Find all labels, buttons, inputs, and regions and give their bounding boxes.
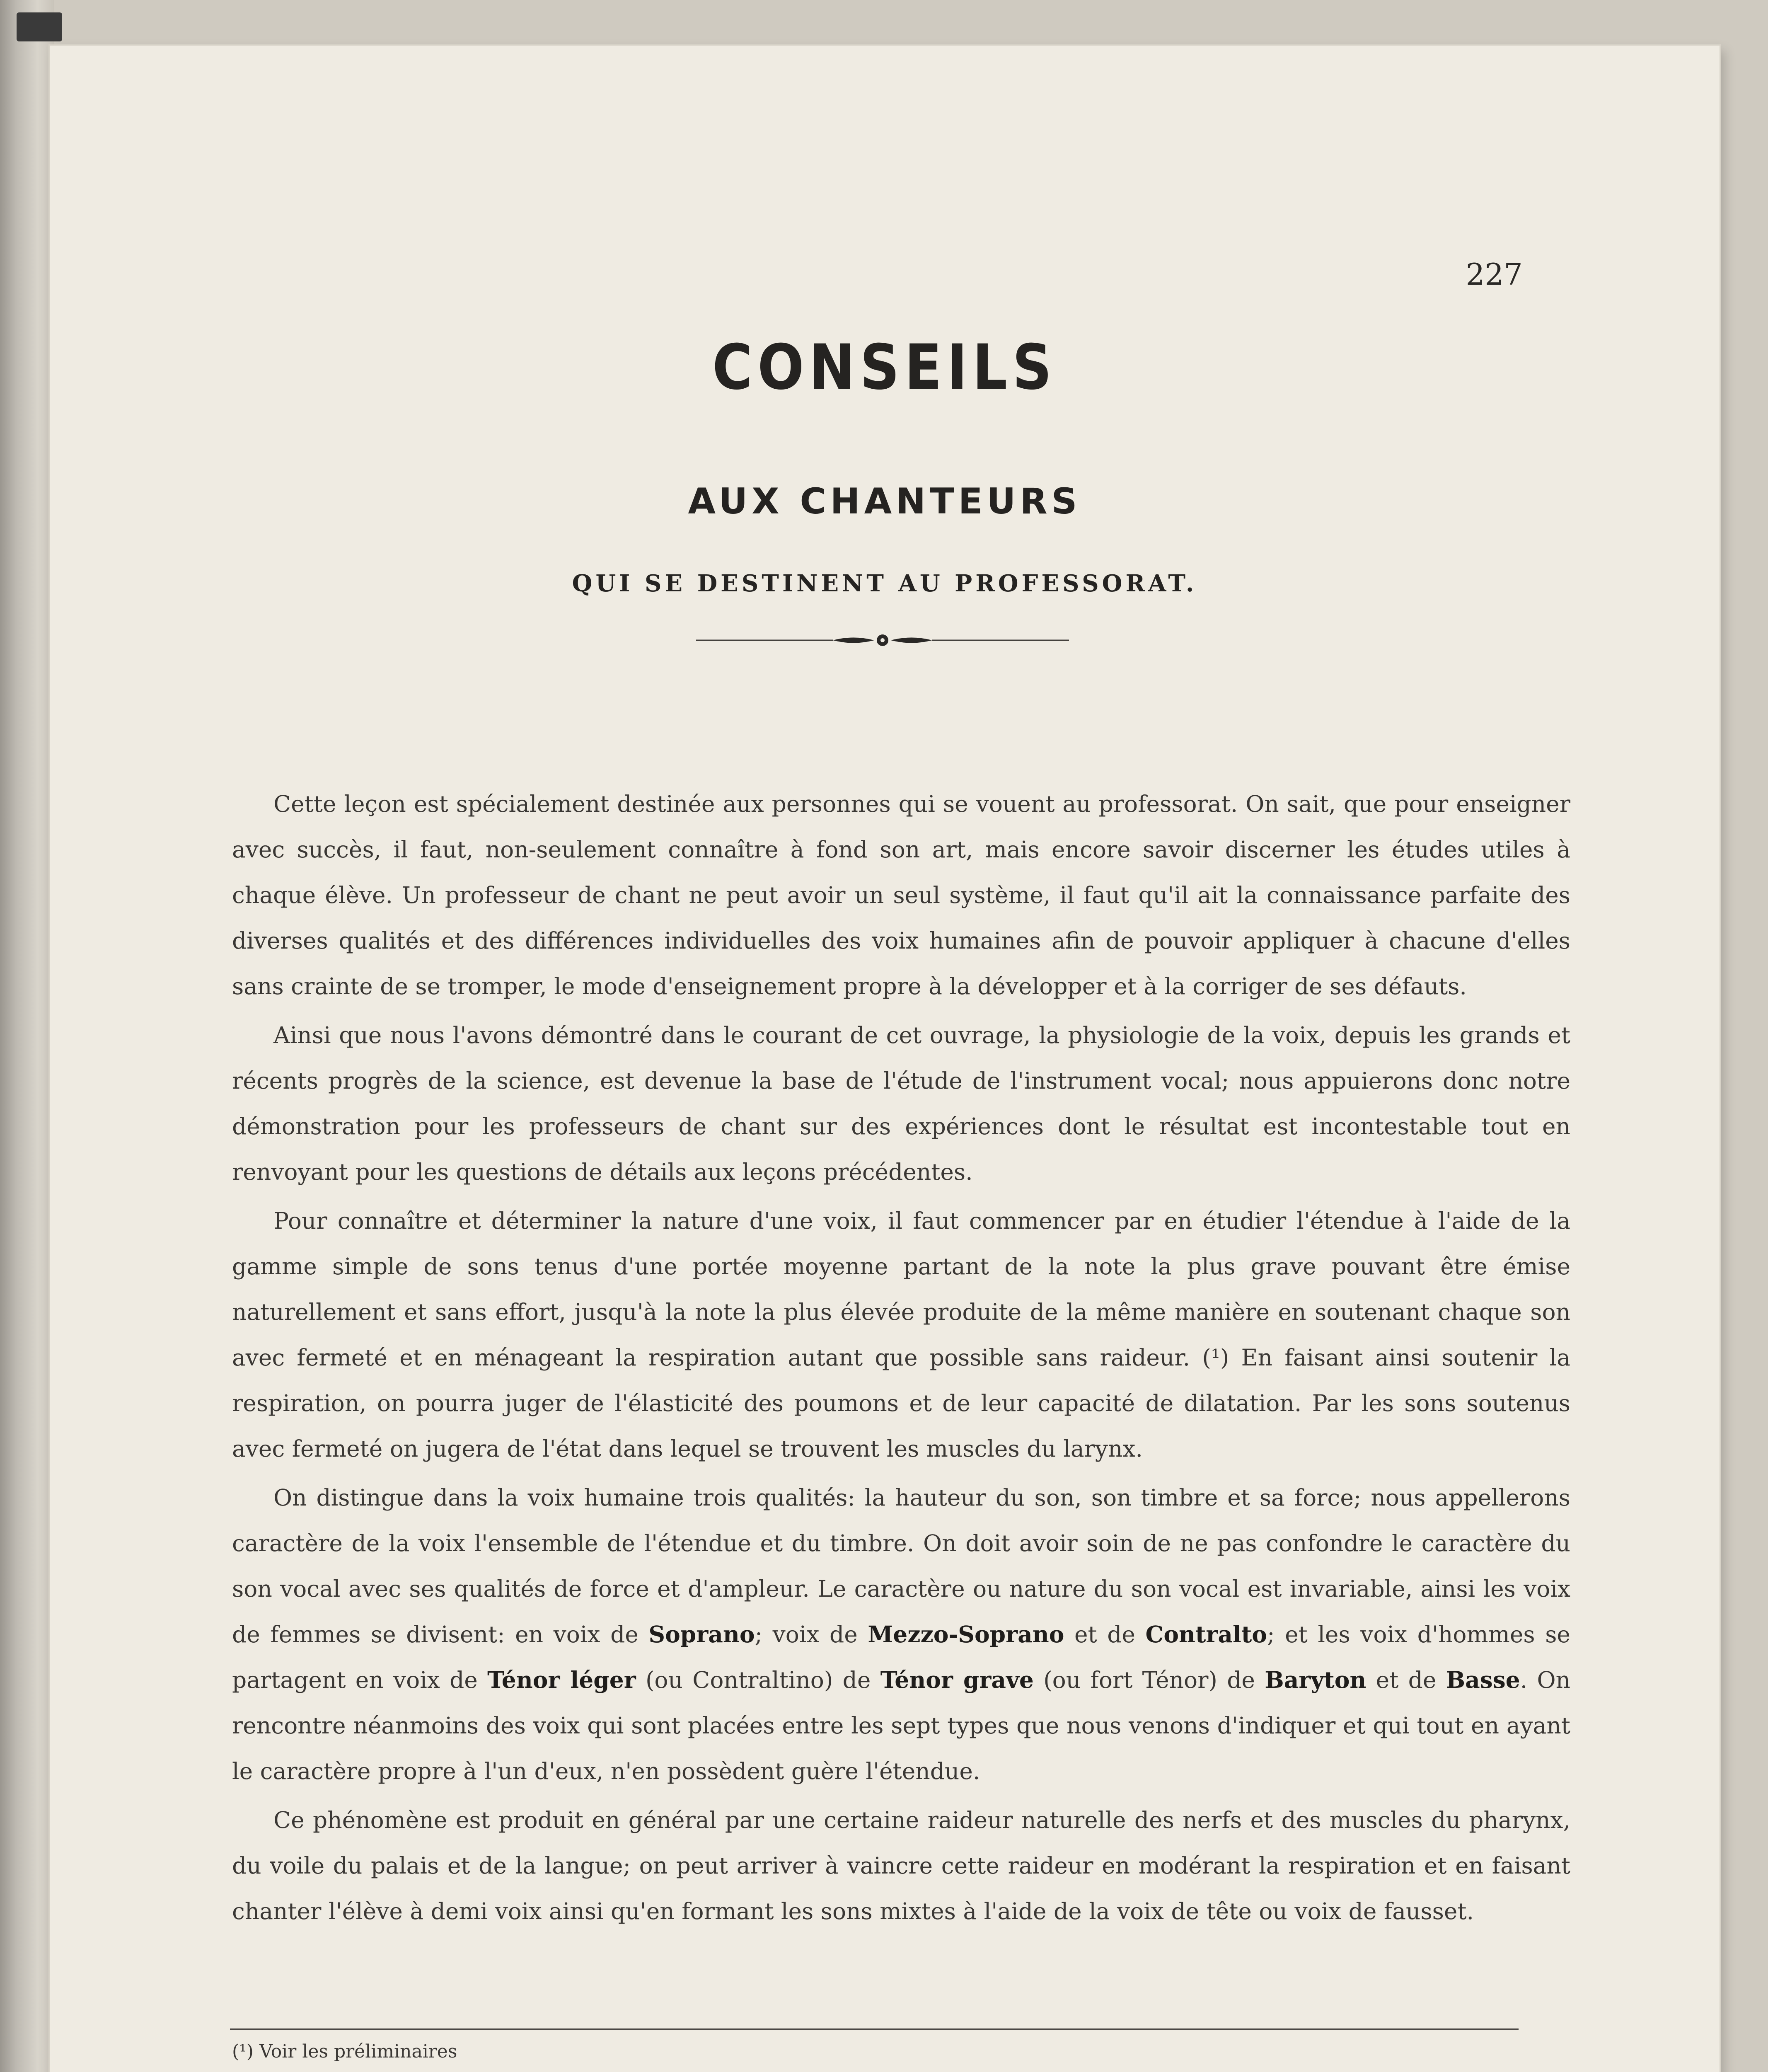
page-subtitle: AUX CHANTEURS (688, 481, 1081, 522)
text-run: et de (1064, 1621, 1146, 1648)
text-run: ; voix de (755, 1621, 868, 1648)
book-page (50, 46, 1720, 2072)
text-run: On distingue dans la voix humaine trois qualités: la hauteur du son, son timbre et sa force; nous appellerons caractère de la voix l'ensemble de l'étendue et du timbre. On doit avoir soin de ne pas confondre le caractère du son vocal avec ses qualités de force et d'ampleur. Le caractère ou nature du son vocal est invariable, ainsi les voix de femmes se divisent: en voix de (232, 1484, 1570, 1648)
book-binding-edge (0, 0, 54, 2072)
page-title: CONSEILS (712, 332, 1057, 404)
text-run: . On rencontre néanmoins des voix qui sont placées entre les sept types que nous venons d'indiquer et qui tout en ayant le caractère propre à l'un d'eux, n'en possèdent guère l'étendue. (232, 1667, 1571, 1784)
paragraph: Pour connaître et déterminer la nature d'une voix, il faut commencer par en étudier l'étendue à l'aide de la gamme simple de sons tenus d'une portée moyenne partant de la note la plus grave pouvant être émise naturellement et sans effort, jusqu'à la note la plus élevée produite de la même manière en soutenant chaque son avec fermeté et en ménageant la respiration autant que possible sans raideur. (¹) En faisant ainsi soutenir la respiration, on pourra juger de l'élasticité des poumons et de leur capacité de dilatation. Par les sons soutenus avec fermeté on jugera de l'état dans lequel se trouvent les muscles du larynx. (232, 1208, 1570, 1462)
voice-type: Basse (1446, 1666, 1520, 1693)
text-run: ; et les voix d'hommes se partagent en voix de (232, 1621, 1570, 1693)
page-subsubtitle: QUI SE DESTINENT AU PROFESSORAT. (572, 570, 1197, 597)
voice-type: Contralto (1145, 1621, 1267, 1648)
body-text (232, 781, 1570, 1937)
text-run: et de (1366, 1667, 1446, 1693)
text-run: (ou fort Ténor) de (1033, 1667, 1265, 1693)
voice-type: Soprano (648, 1621, 755, 1648)
voice-type: Baryton (1265, 1666, 1367, 1693)
binding-clip (17, 12, 62, 41)
voice-type: Ténor grave (880, 1666, 1034, 1693)
voice-type: Mezzo-Soprano (868, 1621, 1064, 1648)
paragraph (232, 1475, 1570, 1794)
footnote-divider (230, 2028, 1519, 2030)
text-run: (ou Contraltino) de (636, 1667, 880, 1693)
page-number: 227 (1466, 257, 1523, 292)
paragraph: Ainsi que nous l'avons démontré dans le courant de cet ouvrage, la physiologie de la voix, depuis les grands et récents progrès de la science, est devenue la base de l'étude de l'instrument vocal; nous appuierons donc notre démonstration pour les professeurs de chant sur des expériences dont le résultat est incontestable tout en renvoyant pour les questions de détails aux leçons précédentes. (232, 1022, 1570, 1185)
voice-type: Ténor léger (487, 1666, 636, 1693)
paragraph: Cette leçon est spécialement destinée aux personnes qui se vouent au professorat. On sait, que pour enseigner avec succès, il faut, non-seulement connaître à fond son art, mais encore savoir discerner les études utiles à chaque élève. Un professeur de chant ne peut avoir un seul système, il faut qu'il ait la connaissance parfaite des diverses qualités et des différences individuelles des voix humaines afin de pouvoir appliquer à chacune d'elles sans crainte de se tromper, le mode d'enseignement propre à la développer et à la corriger de ses défauts. (232, 791, 1570, 1000)
paragraph: Ce phénomène est produit en général par une certaine raideur naturelle des nerfs et des muscles du pharynx, du voile du palais et de la langue; on peut arriver à vaincre cette raideur en modérant la respiration et en faisant chanter l'élève à demi voix ainsi qu'en formant les sons mixtes à l'aide de la voix de tête ou voix de fausset. (232, 1807, 1570, 1924)
footnote: (¹) Voir les préliminaires (232, 2041, 457, 2062)
ornament-divider-icon (696, 626, 1069, 655)
